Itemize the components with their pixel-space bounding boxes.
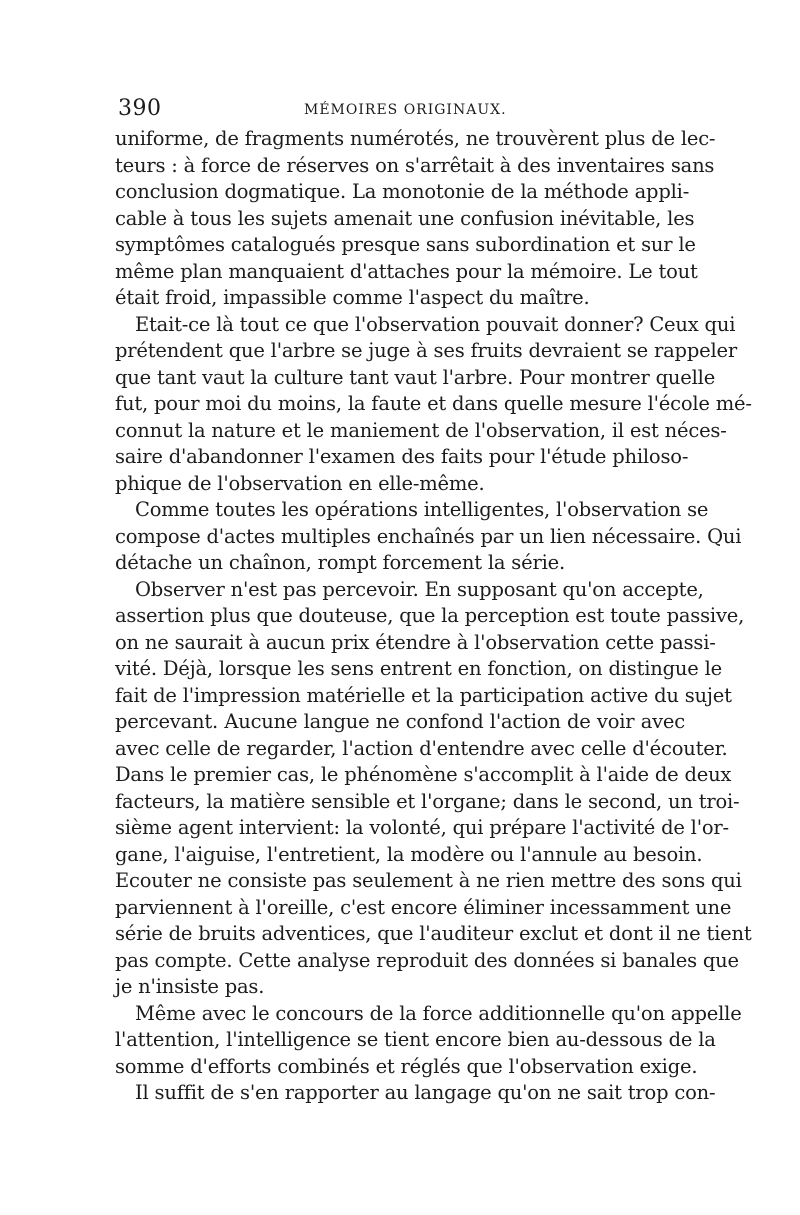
text-line: même plan manquaient d'attaches pour la mémoire. Le tout <box>115 259 698 283</box>
text-line: somme d'efforts combinés et réglés que l'observation exige. <box>115 1054 698 1078</box>
text-line: prétendent que l'arbre se juge à ses fruits devraient se rappeler <box>115 339 737 362</box>
text-line: je n'insiste pas. <box>115 975 265 998</box>
text-line: série de bruits adventices, que l'auditeur exclut et dont il ne tient <box>115 922 752 945</box>
text-line: l'attention, l'intelligence se tient encore bien au-dessous de la <box>115 1028 716 1051</box>
text-line: avec celle de regarder, l'action d'entendre avec celle d'écouter. <box>115 736 728 760</box>
text-line: vité. Déjà, lorsque les sens entrent en fonction, on distingue le <box>115 657 722 680</box>
text-line: gane, l'aiguise, l'entretient, la modère ou l'annule au besoin. <box>115 842 703 866</box>
text-line: que tant vaut la culture tant vaut l'arbre. Pour montrer quelle <box>115 365 716 389</box>
text-line: saire d'abandonner l'examen des faits pour l'étude philoso- <box>115 445 689 468</box>
text-line: compose d'actes multiples enchaînés par un lien nécessaire. Qui <box>115 524 742 548</box>
paragraph-start-line: Même avec le concours de la force additionnelle qu'on appelle <box>135 1001 742 1025</box>
text-line: pas compte. Cette analyse reproduit des données si banales que <box>115 948 739 972</box>
text-line: facteurs, la matière sensible et l'organe; dans le second, un troi- <box>115 789 740 813</box>
text-line: sième agent intervient: la volonté, qui prépare l'activité de l'or- <box>115 816 729 839</box>
text-line: parviennent à l'oreille, c'est encore éliminer incessamment une <box>115 895 732 919</box>
text-line: était froid, impassible comme l'aspect du maître. <box>115 286 590 309</box>
paragraph-start-line: Etait-ce là tout ce que l'observation pouvait donner? Ceux qui <box>135 312 736 336</box>
text-line: uniforme, de fragments numérotés, ne trouvèrent plus de lec- <box>115 127 716 150</box>
text-line: connut la nature et le maniement de l'observation, il est néces- <box>115 418 727 442</box>
paragraph-start-line: Observer n'est pas percevoir. En supposant qu'on accepte, <box>135 577 704 601</box>
body-text <box>115 126 752 1107</box>
text-line: assertion plus que douteuse, que la perception est toute passive, <box>115 604 745 627</box>
paragraph-start-line: Il suffit de s'en rapporter au langage qu'on ne sait trop con- <box>135 1081 716 1104</box>
running-head: MÉMOIRES ORIGINAUX. <box>304 102 507 118</box>
text-line: Dans le premier cas, le phénomène s'accomplit à l'aide de deux <box>115 763 732 786</box>
text-line: cable à tous les sujets amenait une confusion inévitable, les <box>115 206 695 230</box>
text-line: conclusion dogmatique. La monotonie de la méthode appli- <box>115 180 690 203</box>
paragraph-start-line: Comme toutes les opérations intelligentes, l'observation se <box>135 498 709 521</box>
text-line: Ecouter ne consiste pas seulement à ne rien mettre des sons qui <box>115 869 742 892</box>
text-line: détache un chaînon, rompt forcement la série. <box>115 551 565 574</box>
text-line: phique de l'observation en elle-même. <box>115 471 485 495</box>
page-header <box>118 96 683 126</box>
text-line: fut, pour moi du moins, la faute et dans quelle mesure l'école mé- <box>115 392 752 415</box>
text-line: teurs : à force de réserves on s'arrêtait à des inventaires sans <box>115 153 715 177</box>
text-line: percevant. Aucune langue ne confond l'action de voir avec <box>115 710 685 733</box>
text-line: on ne saurait à aucun prix étendre à l'observation cette passi- <box>115 630 716 654</box>
text-line: symptômes catalogués presque sans subordination et sur le <box>115 233 696 256</box>
page-number: 390 <box>118 96 162 121</box>
text-line: fait de l'impression matérielle et la participation active du sujet <box>115 683 732 707</box>
